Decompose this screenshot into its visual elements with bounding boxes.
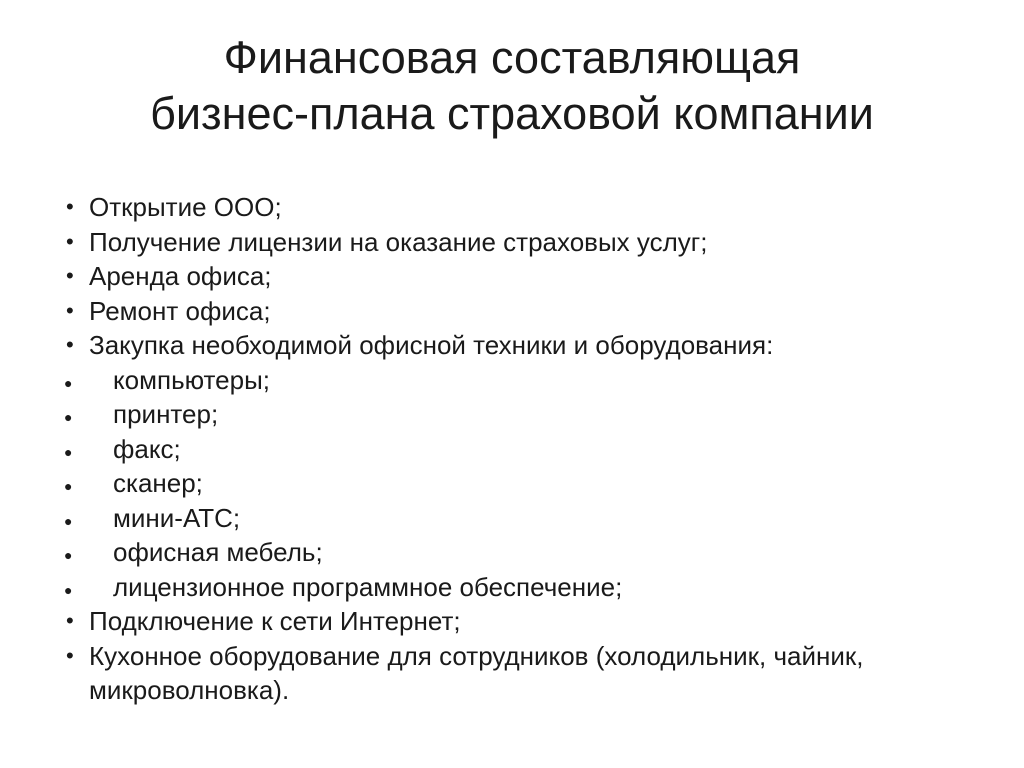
list-item	[64, 259, 964, 294]
bullet-icon: •	[66, 297, 74, 323]
sub-bullet-icon: ●	[64, 581, 73, 598]
sub-bullet-icon: ●	[64, 547, 73, 563]
list-item	[64, 294, 964, 329]
sub-list-item	[64, 466, 964, 501]
sub-list-item-text: сканер;	[113, 468, 203, 498]
list-item	[64, 639, 964, 707]
list-item	[64, 604, 964, 639]
sub-list-item	[64, 397, 964, 432]
bullet-icon: •	[66, 608, 74, 633]
sub-list-item	[64, 570, 964, 605]
sub-list-item	[64, 432, 964, 467]
sub-list-item-text: компьютеры;	[113, 364, 271, 395]
sub-bullet-icon: ●	[64, 478, 73, 494]
list-item	[64, 190, 964, 225]
sub-list-item-text: офисная мебель;	[113, 537, 323, 567]
list-item-text: Аренда офиса;	[89, 261, 272, 291]
bullet-icon: •	[66, 194, 74, 219]
list-item	[64, 328, 964, 363]
list-item-text: Кухонное оборудование для сотрудников (холодильник, чайник, микроволновка).	[89, 640, 864, 705]
list-item-text: Ремонт офиса;	[89, 295, 271, 326]
sub-bullet-icon: ●	[64, 374, 73, 391]
bullet-icon: •	[66, 642, 74, 668]
sub-list-item-text: мини-АТС;	[113, 502, 241, 533]
title-line-2: бизнес-плана страховой компании	[150, 88, 874, 139]
bullet-list	[64, 190, 964, 707]
sub-bullet-icon: ●	[64, 443, 73, 460]
bullet-icon: •	[66, 228, 74, 254]
title-line-1: Финансовая составляющая	[223, 32, 801, 83]
slide-title	[0, 30, 1024, 142]
list-item-text: Открытие ООО;	[89, 192, 282, 222]
sub-list-item-text: принтер;	[113, 399, 219, 429]
list-item-text: Подключение к сети Интернет;	[89, 606, 461, 636]
sub-bullet-icon: ●	[64, 512, 73, 529]
sub-list-item-text: факс;	[113, 433, 181, 464]
bullet-icon: •	[66, 263, 74, 288]
sub-list-item	[64, 535, 964, 570]
sub-list-item-text: лицензионное программное обеспечение;	[113, 571, 623, 602]
sub-bullet-icon: ●	[64, 409, 73, 425]
sub-list-item	[64, 501, 964, 536]
list-item	[64, 225, 964, 260]
list-item-text: Получение лицензии на оказание страховых услуг;	[89, 226, 708, 257]
sub-list-item	[64, 363, 964, 398]
bullet-icon: •	[66, 332, 74, 357]
list-item-text: Закупка необходимой офисной техники и оборудования:	[89, 330, 774, 360]
